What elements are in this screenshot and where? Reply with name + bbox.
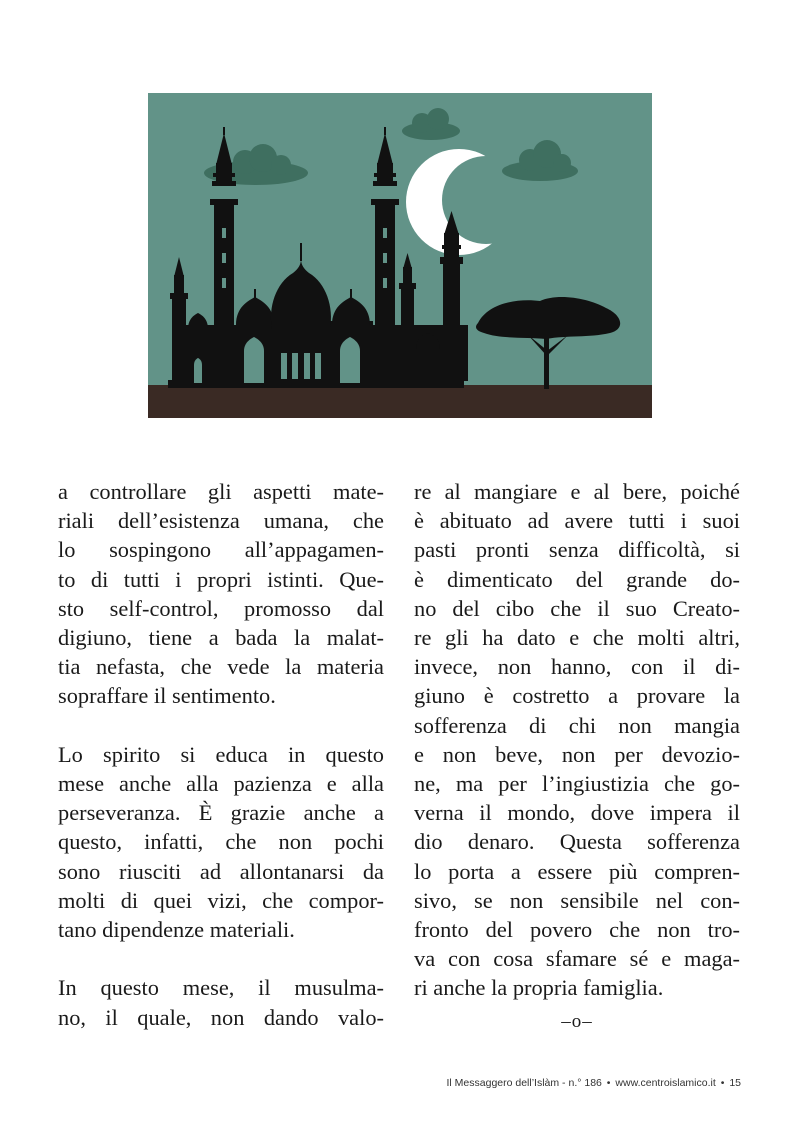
footer-separator: • [720, 1077, 725, 1089]
text-line: invece, non hanno, con il di- [414, 654, 740, 680]
text-line: verna il mondo, dove impera il [414, 800, 740, 826]
paragraph [414, 477, 740, 1003]
text-line: molti di quei vizi, che compor- [58, 887, 384, 913]
paragraph [58, 973, 384, 1031]
text-line: va con cosa sfamare sé e maga- [414, 946, 740, 972]
text-line: re gli ha dato e che molti altri, [414, 625, 740, 651]
page-number: 15 [729, 1077, 741, 1089]
text-line: riali dell’esistenza umana, che [58, 508, 384, 534]
text-line: lo porta a essere più compren- [414, 858, 740, 884]
text-line: tano dipendenze materiali. [58, 917, 295, 943]
text-line: perseveranza. È grazie anche a [58, 800, 384, 826]
text-line: è abituato ad avere tutti i suoi [414, 508, 740, 534]
mosque-illustration [148, 93, 652, 418]
ground [148, 385, 652, 418]
text-line: sopraffare il sentimento. [58, 683, 276, 709]
text-line: re al mangiare e al bere, poiché [414, 479, 740, 504]
text-line: sono riusciti ad allontanarsi da [58, 858, 384, 884]
text-line: no del cibo che il suo Creato- [414, 595, 740, 621]
text-line: Lo spirito si educa in questo [58, 741, 384, 767]
text-line: mese anche alla pazienza e alla [58, 771, 384, 797]
website-link[interactable]: www.centroislamico.it [615, 1077, 716, 1089]
end-of-article-mark: –o– [561, 1010, 593, 1032]
text-line: tia nefasta, che vede la materia [58, 654, 384, 680]
paragraph [58, 477, 384, 711]
text-line: to di tutti i propri istinti. Que- [58, 566, 384, 592]
text-line: digiuno, tiene a bada la malat- [58, 625, 384, 651]
text-line: no, il quale, non dando valo- [58, 1004, 384, 1030]
text-line: ne, ma per l’ingiustizia che go- [414, 771, 740, 797]
text-column-right [414, 477, 740, 1036]
text-line: ri anche la propria famiglia. [414, 975, 664, 1001]
text-line: sto self-control, promosso dal [58, 595, 384, 621]
text-line: dio denaro. Questa sofferenza [414, 829, 740, 855]
text-line: e non beve, non per devozio- [414, 741, 740, 767]
text-line: a controllare gli aspetti mate- [58, 479, 384, 504]
text-line: In questo mese, il musulma- [58, 975, 384, 1001]
text-line: lo sospingono all’appagamen- [58, 537, 384, 563]
text-line: giuno è costretto a provare la [414, 683, 740, 709]
text-line: sofferenza di chi non mangia [414, 712, 740, 738]
paragraph [58, 740, 384, 944]
text-column-left [58, 477, 384, 1032]
footer-separator: • [606, 1077, 611, 1089]
text-line: questo, infatti, che non pochi [58, 829, 384, 855]
page-footer [446, 1077, 742, 1089]
text-line: pasti pronti senza difficoltà, si [414, 537, 740, 563]
publication-name: Il Messaggero dell’Islàm - n.° 186 [446, 1077, 602, 1089]
text-line: sivo, se non sensibile nel con- [414, 887, 740, 913]
text-line: fronto del povero che non tro- [414, 917, 740, 943]
text-line: è dimenticato del grande do- [414, 566, 740, 592]
